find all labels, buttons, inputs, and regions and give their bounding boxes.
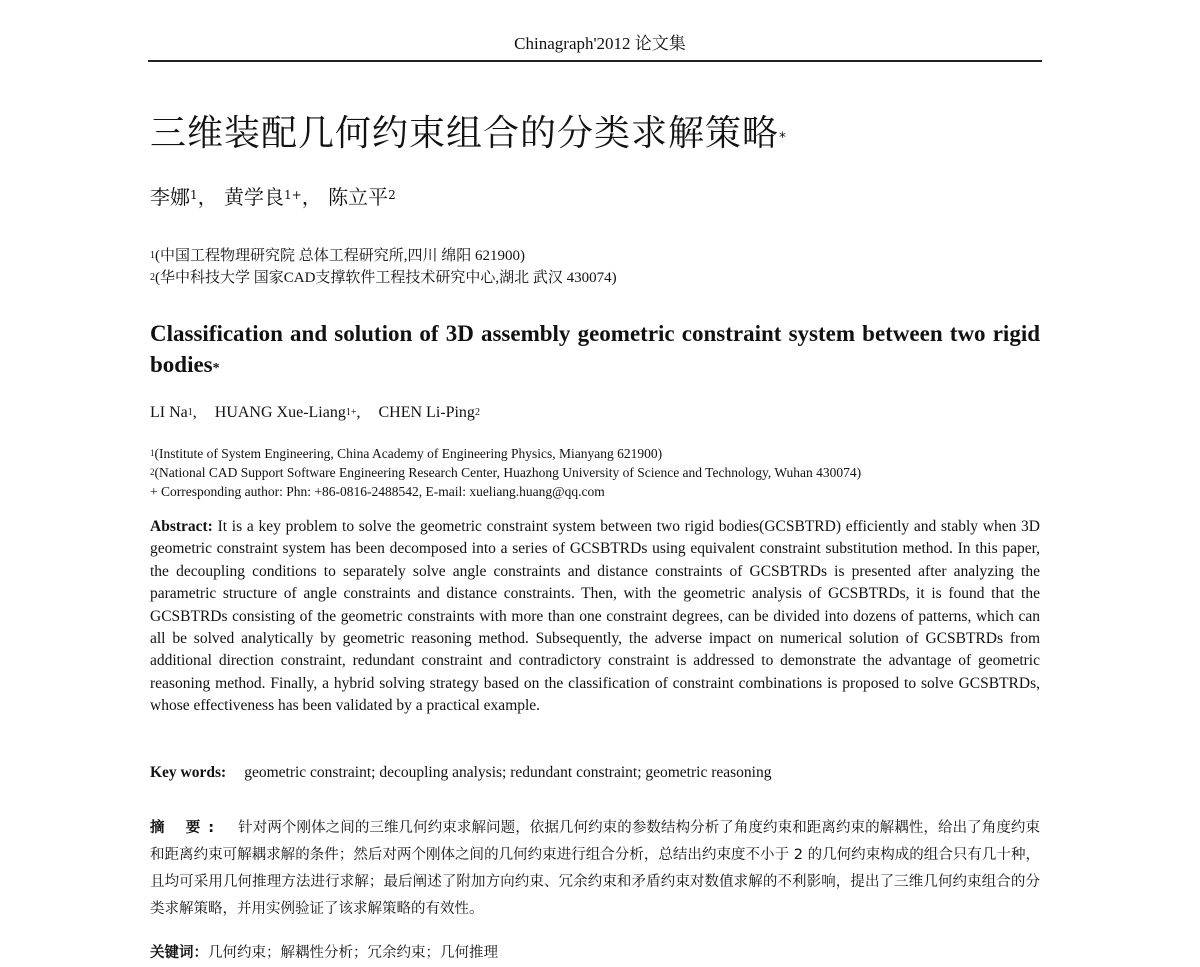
affiliation-line [150, 245, 617, 267]
author-name: HUANG Xue-Liang [214, 404, 346, 421]
running-header: Chinagraph'2012 论文集 [514, 34, 686, 53]
affiliation-text: (中国工程物理研究院 总体工程研究所,四川 绵阳 621900) [155, 248, 525, 264]
affiliation-mark: 2 [150, 467, 155, 477]
chinese-keywords [150, 940, 498, 967]
english-title-text: Classification and solution of 3D assembly geometric constraint system between two rigid bodies [150, 321, 1040, 377]
author-name: 黄学良 [224, 185, 284, 209]
chinese-affiliations [150, 245, 617, 289]
abstract-text: 针对两个刚体之间的三维几何约束求解问题，依据几何约束的参数结构分析了角度约束和距离约束的解耦性，给出了角度约束和距离约束可解耦求解的条件；然后对两个刚体之间的几何约束进行组合分析，总结出约束度不小于 2 的几何约束构成的组合只有几十种，且均可采用几何推理方法进行求解；最后阐述了附加方向约束、冗余约束和矛盾约束对数值求解的不利影响，提出了三维几何约束组合的分类求解策略，并用实例验证了该求解策略的有效性。 [150, 820, 1040, 917]
chinese-title-text: 三维装配几何约束组合的分类求解策略 [150, 113, 780, 154]
title-footnote-mark: * [779, 130, 788, 146]
author-name: LI Na [150, 404, 188, 421]
author-name: 李娜 [150, 185, 190, 209]
corresponding-author: + Corresponding author: Phn: +86-0816-2488542, E-mail: xueliang.huang@qq.com [150, 484, 605, 499]
author-affil-mark: 1 [190, 188, 198, 202]
chinese-title [150, 110, 787, 158]
abstract-label: Abstract: [150, 518, 213, 535]
header-rule [148, 60, 1042, 62]
author-affil-mark: 1+ [284, 188, 302, 202]
author-separator: ， [301, 185, 322, 209]
keywords-label: Key words: [150, 764, 227, 781]
author-name: CHEN Li-Ping [378, 404, 475, 421]
affiliation-text: (Institute of System Engineering, China Academy of Engineering Physics, Mianyang 621900) [154, 446, 663, 461]
affiliation-text: (National CAD Support Software Engineering Research Center, Huazhong University of Science and Technology, Wuhan 430074) [154, 465, 862, 480]
affiliation-line [150, 463, 1050, 482]
author-separator: , [192, 404, 197, 421]
keywords-label: 关键词： [150, 945, 208, 961]
title-footnote-mark: * [212, 361, 220, 376]
keywords-text: 几何约束；解耦性分析；冗余约束；几何推理 [208, 945, 498, 961]
abstract-text: It is a key problem to solve the geometric constraint system between two rigid bodies(GCSBTRD) efficiently and stably when 3D geometric constraint system has been decomposed into a series of GCSBTRDs using equivalent constraint substitution method. In this paper, the decoupling conditions to separately solve angle constraints and distance constraints of GCSBTRDs is presented after analyzing the parametric structure of angle constraints and distance constraints. Then, with the geometric analysis of GCSBTRDs, it is found that the GCSBTRDs consisting of the geometric constraints with more than one constraint degrees, can be divided into dozens of patterns, which can all be solved analytically by geometric reasoning method. Subsequently, the adverse impact on numerical solution of GCSBTRDs from additional direction constraint, redundant constraint and contradictory constraint is addressed to demonstrate the advantage of geometric reasoning method. Finally, a hybrid solving strategy based on the classification of constraint combinations is proposed to solve GCSBTRDs, whose effectiveness has been validated by a practical example. [150, 518, 1041, 715]
affiliation-mark: 1 [150, 250, 155, 261]
author-affil-mark: 2 [474, 407, 480, 418]
author-separator: , [356, 404, 361, 421]
english-title [150, 318, 1040, 380]
affiliation-line [150, 444, 1050, 463]
author-separator: ， [197, 185, 218, 209]
affiliation-mark: 1 [150, 448, 155, 458]
english-keywords [150, 762, 771, 784]
english-authors [150, 402, 480, 424]
author-affil-mark: 1 [187, 407, 193, 418]
author-name: 陈立平 [328, 185, 389, 209]
chinese-abstract [150, 815, 1040, 923]
chinese-authors [150, 182, 396, 212]
author-affil-mark: 1+ [345, 407, 357, 418]
author-affil-mark: 2 [388, 188, 396, 202]
english-affiliations [150, 444, 1050, 501]
abstract-label: 摘 要: [150, 820, 223, 836]
keywords-text: geometric constraint; decoupling analysis; redundant constraint; geometric reasoning [244, 764, 772, 781]
affiliation-line [150, 267, 617, 289]
english-abstract [150, 516, 1040, 718]
affiliation-mark: 2 [150, 272, 155, 283]
affiliation-text: (华中科技大学 国家CAD支撑软件工程技术研究中心,湖北 武汉 430074) [155, 270, 617, 286]
